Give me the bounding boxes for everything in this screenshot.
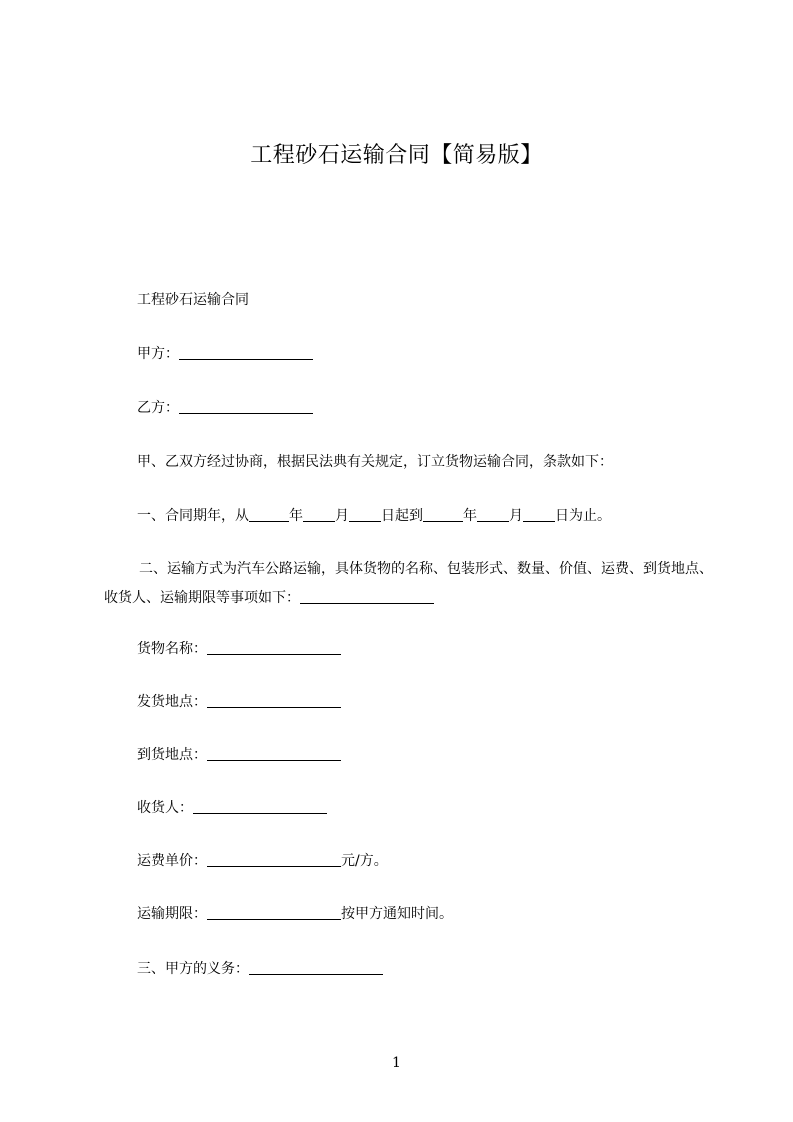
goods-name-blank (207, 640, 341, 655)
end-year-blank (423, 507, 463, 522)
period-line (137, 904, 453, 924)
unit-price-blank (207, 852, 341, 867)
clause-3 (137, 959, 383, 979)
consignee-blank (193, 799, 327, 814)
clause-2 (104, 555, 714, 613)
clause-1-prefix: 一、合同期年，从 (137, 508, 249, 524)
party-a-line (137, 344, 313, 364)
period-blank (207, 905, 341, 920)
end-day-blank (523, 507, 555, 522)
ship-to-label: 到货地点： (137, 747, 207, 763)
ship-from-label: 发货地点： (137, 694, 207, 710)
start-month-blank (303, 507, 335, 522)
ship-to-blank (207, 746, 341, 761)
goods-name-line (137, 639, 341, 659)
clause-1 (137, 506, 611, 526)
clause-2-text: 二、运输方式为汽车公路运输，具体货物的名称、包装形式、数量、价值、运费、到货地点、收货人、运输期限等事项如下： (104, 561, 713, 606)
party-b-line (137, 398, 313, 418)
page-number: 1 (392, 1055, 401, 1071)
ship-from-blank (207, 693, 341, 708)
unit-price-line (137, 851, 388, 871)
consignee-line (137, 798, 327, 818)
clause-1-year: 年 (289, 508, 303, 524)
clause-2-blank (300, 589, 434, 604)
goods-name-label: 货物名称： (137, 641, 207, 657)
clause-1-suffix: 日为止。 (555, 508, 611, 524)
period-suffix: 按甲方通知时间。 (341, 906, 453, 922)
party-b-label: 乙方： (137, 400, 179, 416)
clause-1-month2: 月 (509, 508, 523, 524)
contract-heading: 工程砂石运输合同 (137, 292, 249, 308)
party-a-label: 甲方： (137, 346, 179, 362)
ship-from-line (137, 692, 341, 712)
end-month-blank (477, 507, 509, 522)
clause-1-day-to: 日起到 (381, 508, 423, 524)
party-b-blank (179, 399, 313, 414)
start-day-blank (349, 507, 381, 522)
clause-3-label: 三、甲方的义务： (137, 961, 249, 977)
clause-3-blank (249, 960, 383, 975)
start-year-blank (249, 507, 289, 522)
unit-price-suffix: 元/方。 (341, 853, 388, 869)
intro-paragraph: 甲、乙双方经过协商，根据民法典有关规定，订立货物运输合同，条款如下： (137, 454, 613, 470)
consignee-label: 收货人： (137, 800, 193, 816)
ship-to-line (137, 745, 341, 765)
period-label: 运输期限： (137, 906, 207, 922)
document-title: 工程砂石运输合同【简易版】 (250, 143, 543, 168)
party-a-blank (179, 345, 313, 360)
unit-price-label: 运费单价： (137, 853, 207, 869)
clause-1-year2: 年 (463, 508, 477, 524)
clause-1-month: 月 (335, 508, 349, 524)
